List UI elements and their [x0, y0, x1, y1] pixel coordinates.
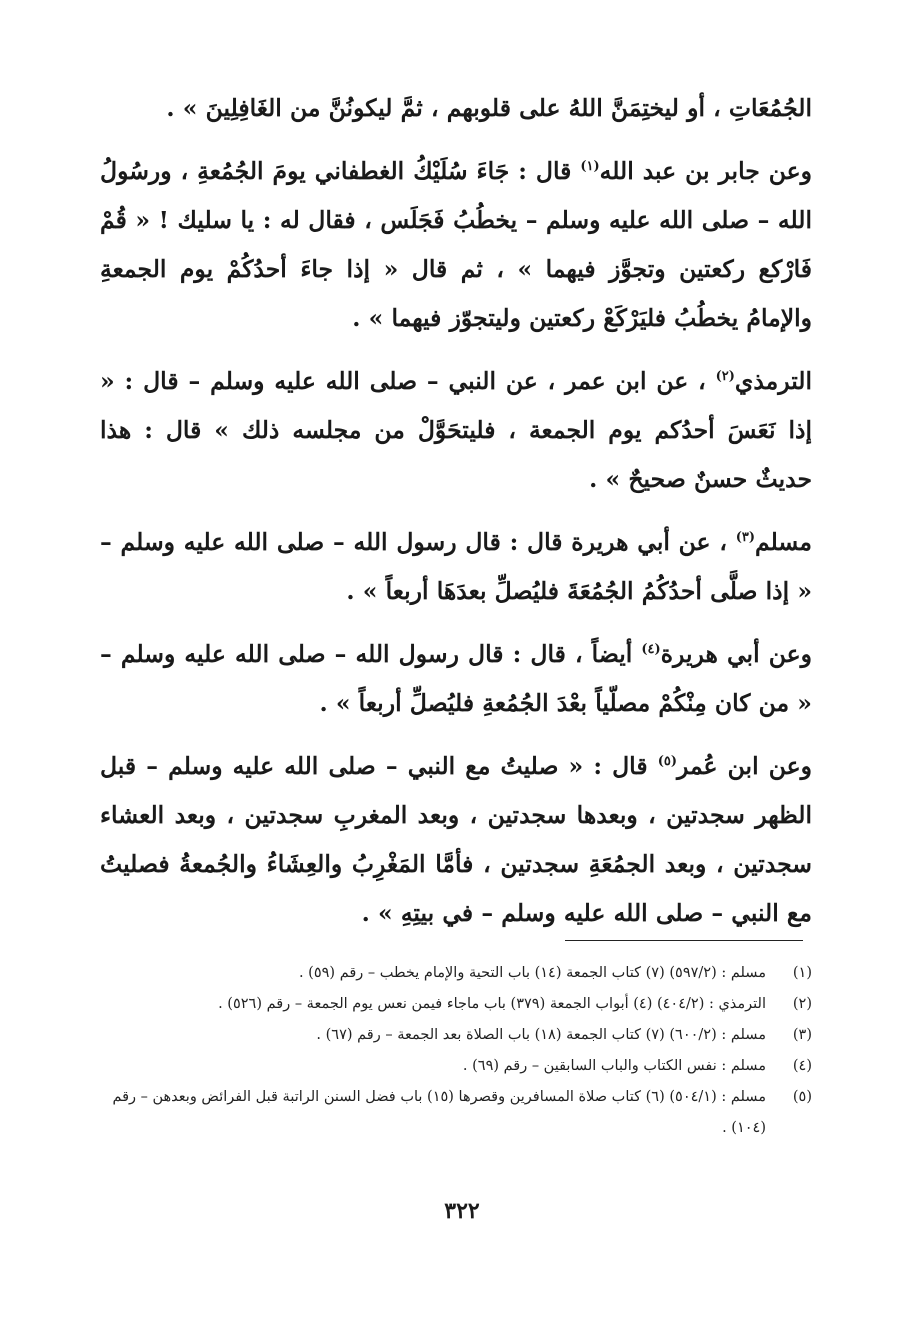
footnotes	[100, 958, 812, 1144]
paragraph-6	[100, 742, 812, 938]
footnote-text: مسلم : (٦٠٠/٢) (٧) كتاب الجمعة (١٨) باب الصلاة بعد الجمعة – رقم (٦٧) .	[316, 1027, 766, 1043]
footnote-4	[100, 1051, 812, 1082]
paragraph-4-lead: مسلم	[755, 528, 812, 556]
paragraph-4-text: ، عن أبي هريرة قال : قال رسول الله – صلى الله عليه وسلم – « إذا صلَّى أحدُكُمُ الجُمُعَةَ فليُصلِّ بعدَهَا أربعاً » .	[100, 528, 812, 605]
footnote-number: (٤)	[792, 1058, 812, 1074]
paragraph-2	[100, 147, 812, 343]
footnote-1	[100, 958, 812, 989]
footnote-3	[100, 1020, 812, 1051]
main-text	[100, 84, 812, 938]
paragraph-6-lead: وعن ابن عُمر	[676, 752, 812, 780]
footnote-text: مسلم : نفس الكتاب والباب السابقين – رقم (٦٩) .	[462, 1058, 766, 1074]
page-number: ٣٢٢	[444, 1198, 480, 1224]
footnote-ref-2: (٢)	[715, 369, 735, 385]
paragraph-5	[100, 630, 812, 728]
footnote-number: (٥)	[792, 1089, 812, 1105]
footnote-text: مسلم : (٥٠٤/١) (٦) كتاب صلاة المسافرين وقصرها (١٥) باب فضل السنن الراتبة قبل الفرائض وبعدهن – رقم (١٠٤) .	[112, 1089, 766, 1136]
footnote-5	[100, 1082, 812, 1144]
footnote-ref-3: (٣)	[735, 530, 756, 546]
footnote-2	[100, 989, 812, 1020]
footnote-number: (٣)	[792, 1027, 812, 1043]
paragraph-1	[100, 84, 812, 133]
footnote-separator	[565, 940, 803, 941]
paragraph-5-text: أيضاً ، قال : قال رسول الله – صلى الله عليه وسلم – « من كان مِنْكُمْ مصلّياً بعْدَ الجُمُعةِ فليُصلِّ أربعاً » .	[100, 640, 812, 717]
footnote-number: (٢)	[792, 996, 812, 1012]
footnote-text: مسلم : (٥٩٧/٢) (٧) كتاب الجمعة (١٤) باب التحية والإمام يخطب – رقم (٥٩) .	[298, 965, 766, 981]
footnote-text: الترمذي : (٤٠٤/٢) (٤) أبواب الجمعة (٣٧٩) باب ماجاء فيمن نعس يوم الجمعة – رقم (٥٢٦) .	[218, 996, 766, 1012]
paragraph-3	[100, 357, 812, 504]
footnote-number: (١)	[792, 965, 812, 981]
paragraph-2-text: قال : جَاءَ سُلَيْكُ الغطفاني يومَ الجُمُعةِ ، ورسُولُ الله – صلى الله عليه وسلم – يخطُبُ فَجَلَس ، فقال له : يا سليك ! « قُمْ فَارْكع ركعتين وتجوَّز فيهما » ، ثم قال « إذا جاءَ أحدُكُمْ يوم الجمعةِ والإمامُ يخطُبُ فليَرْكَعْ ركعتين وليتجوّز فيهما » .	[100, 157, 812, 332]
footnote-ref-4: (٤)	[641, 642, 661, 658]
paragraph-2-lead: وعن جابر بن عبد الله	[599, 157, 813, 185]
footnote-ref-1: (١)	[580, 159, 600, 175]
paragraph-6-text: قال : « صليتُ مع النبي – صلى الله عليه وسلم – قبل الظهر سجدتين ، وبعدها سجدتين ، وبعد المغربِ سجدتين ، وبعد العشاء سجدتين ، وبعد الجمُعَةِ سجدتين ، فأمَّا المَغْرِبُ والعِشَاءُ والجُمعةُ فصليتُ مع النبي – صلى الله عليه وسلم – في بيتِهِ » .	[100, 752, 812, 927]
paragraph-4	[100, 518, 812, 616]
paragraph-1-text: الجُمُعَاتِ ، أو ليختِمَنَّ اللهُ على قلوبهم ، ثمَّ ليكونُنَّ من الغَافِلِينَ » .	[166, 94, 812, 122]
paragraph-5-lead: وعن أبي هريرة	[660, 640, 812, 668]
footnote-ref-5: (٥)	[657, 754, 677, 770]
paragraph-3-lead: الترمذي	[734, 367, 812, 395]
paragraph-3-text: ، عن ابن عمر ، عن النبي – صلى الله عليه وسلم – قال : « إذا نَعَسَ أحدُكم يوم الجمعة ، فليتحَوَّلْ من مجلسه ذلك » قال : هذا حديثٌ حسنٌ صحيحٌ » .	[100, 367, 812, 493]
